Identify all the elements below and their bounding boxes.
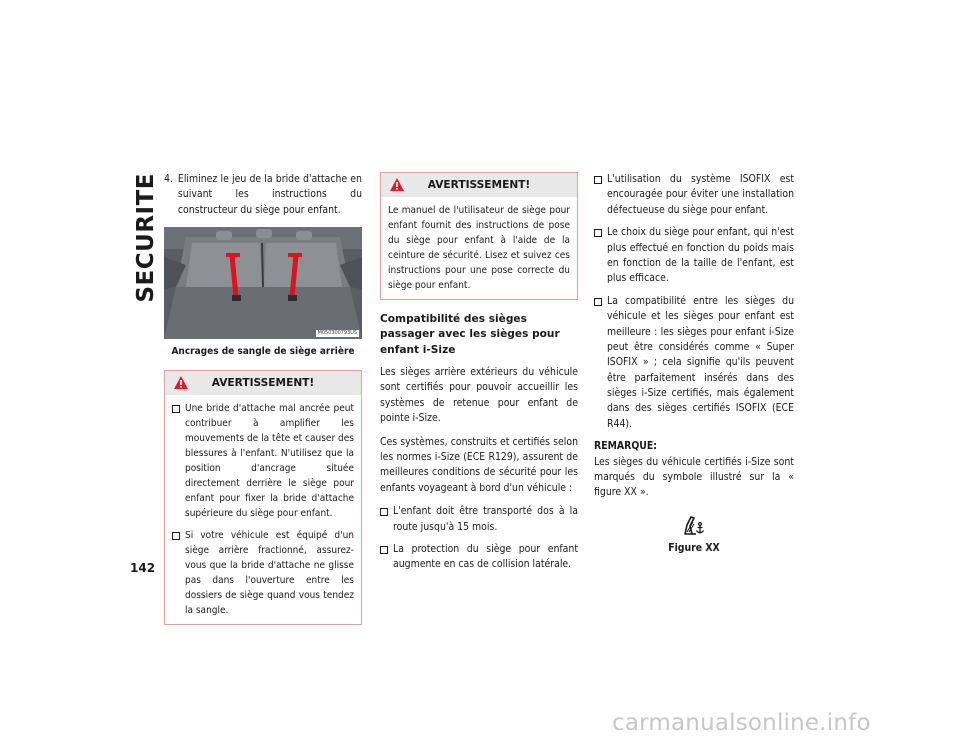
page-number: 142 [130,561,156,575]
list-item: Si votre véhicule est équipé d'un siège arrière fractionné, assurez-vous que la bride d'attache ne glisse pas dans l'ouverture entre les dossiers de siège quand vous tendez la sangle. [172,528,354,618]
rear-seat-illustration [164,227,362,339]
warning-box-2 [380,172,578,300]
warning-triangle-icon [389,177,405,192]
column-1 [164,172,362,637]
figure-caption: Figure XX [668,541,720,554]
warning-text: Le manuel de l'utilisateur de siège pour enfant fournit des instructions de pose du siège pour enfant à l'aide de la ceinture de sécurité. Lisez et suivez ces instructions pour une pose correcte du siège pour enfant. [388,205,570,291]
column-2 [380,172,578,580]
figure-caption: Ancrages de sangle de siège arrière [171,346,355,358]
warning-header [165,371,361,395]
warning-box-1 [164,370,362,625]
section-title-text: SECURITE [132,173,159,303]
figure-code: M050300793US [317,330,357,337]
list-item: La protection du siège pour enfant augmente en cas de collision latérale. [380,542,578,573]
warning-title: AVERTISSEMENT! [427,179,531,191]
warning-body [381,197,577,299]
section-heading: Compatibilité des sièges passager avec les sièges pour enfant i-Size [380,313,560,356]
step-number: 4. [164,173,173,185]
instruction-step [164,172,362,218]
column-3 [594,172,794,556]
step-text: Eliminez le jeu de la bride d'attache en suivant les instructions du constructeur du siège pour enfant. [177,173,362,216]
watermark: carmanualsonline.info [612,710,871,736]
list-item: Le choix du siège pour enfant, qui n'est plus effectué en fonction du poids mais en fonction de la taille de l'enfant, est plus efficace. [594,225,794,287]
warning-header [381,173,577,197]
warning-body [165,395,361,624]
list-item: Une bride d'attache mal ancrée peut contribuer à amplifier les mouvements de la tête et causer des blessures à l'enfant. N'utilisez que la position d'ancrage située directement derrière le siège pour enfant pour fixer la bride d'attache supérieure du siège pour enfant. [172,401,354,521]
paragraph: Ces systèmes, construits et certifiés selon les normes i-Size (ECE R129), assurent de meilleures conditions de sécurité pour les enfants voyageant à bord d'un véhicule : [380,435,578,494]
bullet-list [380,504,578,573]
warning-list [172,401,354,618]
list-item: La compatibilité entre les sièges du véhicule et les sièges pour enfant est meilleure : les sièges pour enfant i-Size peut être considérés comme « Super ISOFIX » ; cela signifie qu'ils peuvent être parfaitement insérés dans des sièges i-Size certifiés, mais également dans des sièges certifiés ISOFIX (ECE R44). [594,294,794,433]
bullet-list [594,172,794,432]
warning-title: AVERTISSEMENT! [211,376,315,389]
list-item: L'utilisation du système ISOFIX est encouragée pour éviter une installation défectueuse du siège pour enfant. [594,172,794,218]
isize-seat-anchor-icon [682,515,706,537]
paragraph: Les sièges arrière extérieurs du véhicule sont certifiés pour pouvoir accueillir les systèmes de retenue pour enfant de pointe i-Size. [380,366,578,425]
list-item: L'enfant doit être transporté dos à la route jusqu'à 15 mois. [380,504,578,535]
rear-seat-anchor-photo [164,227,362,339]
section-title [130,173,162,303]
remark-text: Les sièges du véhicule certifiés i-Size sont marqués du symbole illustré sur la « figure XX ». [594,455,794,499]
warning-triangle-icon [173,375,189,390]
remark-title: REMARQUE: [594,440,657,453]
